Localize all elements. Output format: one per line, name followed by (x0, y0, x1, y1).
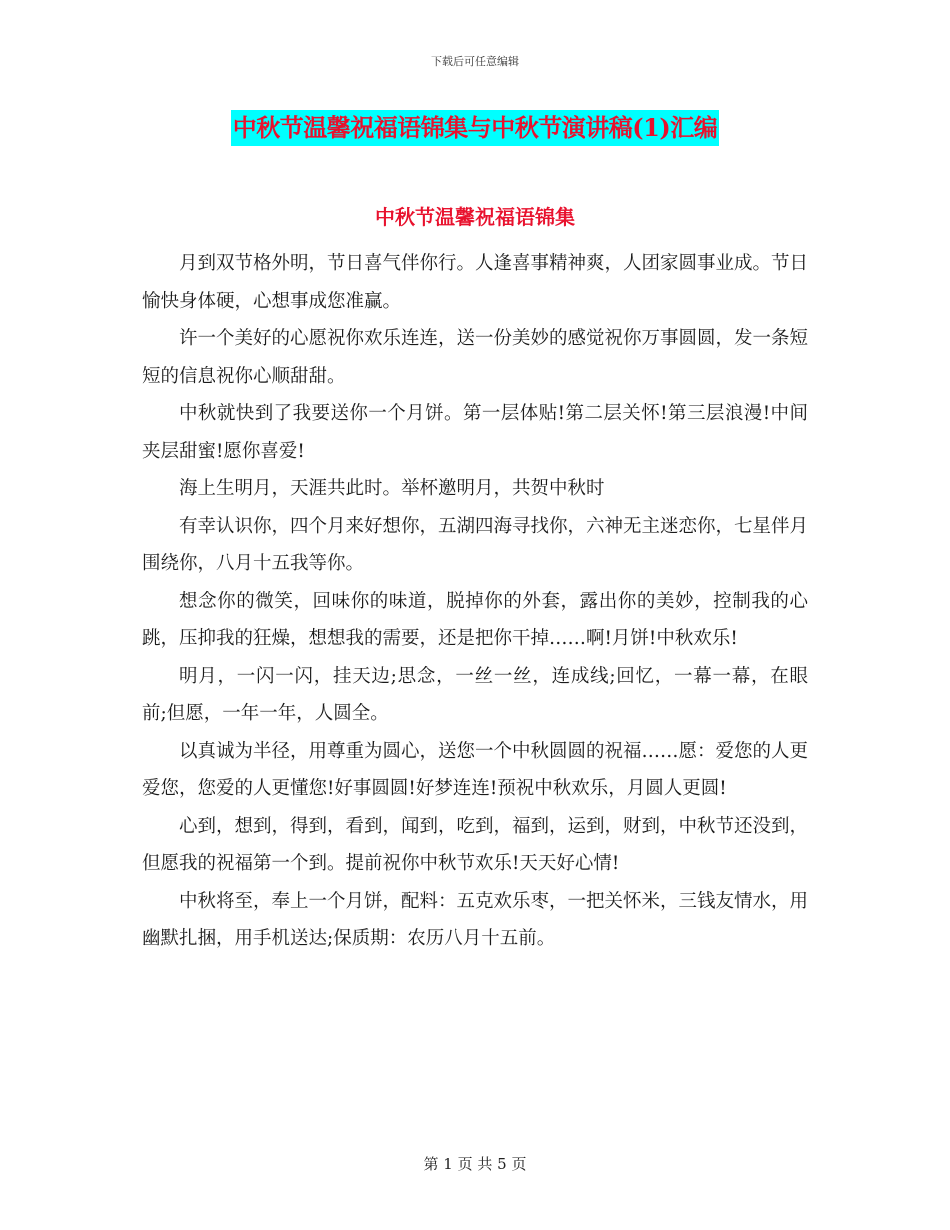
paragraph: 海上生明月，天涯共此时。举杯邀明月，共贺中秋时 (179, 478, 605, 499)
paragraph: 以真诚为半径，用尊重为圆心，送您一个中秋圆圆的祝福……愿：爱您的人更爱您，您爱的人更懂您!好事圆圆!好梦连连!预祝中秋欢乐，月圆人更圆! (142, 740, 809, 799)
paragraph: 有幸认识你，四个月来好想你，五湖四海寻找你，六神无主迷恋你，七星伴月围绕你，八月十五我等你。 (142, 515, 809, 574)
header-note: 下载后可任意编辑 (431, 55, 519, 68)
document-body (142, 245, 808, 958)
paragraph: 心到，想到，得到，看到，闻到，吃到，福到，运到，财到，中秋节还没到，但愿我的祝福第一个到。提前祝你中秋节欢乐!天天好心情! (142, 815, 809, 874)
paragraph: 明月，一闪一闪，挂天边;思念，一丝一丝，连成线;回忆，一幕一幕，在眼前;但愿，一年一年，人圆全。 (142, 665, 808, 724)
paragraph: 中秋将至，奉上一个月饼，配料：五克欢乐枣，一把关怀米，三钱友情水，用幽默扎捆，用手机送达;保质期：农历八月十五前。 (142, 890, 809, 949)
document-title-container (0, 110, 950, 146)
page-footer: 第 1 页 共 5 页 (423, 1155, 527, 1173)
section-title: 中秋节温馨祝福语锦集 (375, 205, 575, 229)
paragraph: 想念你的微笑，回味你的味道，脱掉你的外套，露出你的美妙，控制我的心跳，压抑我的狂燥，想想我的需要，还是把你干掉……啊!月饼!中秋欢乐! (142, 590, 808, 649)
paragraph: 许一个美好的心愿祝你欢乐连连，送一份美妙的感觉祝你万事圆圆，发一条短短的信息祝你心顺甜甜。 (142, 328, 809, 387)
paragraph: 月到双节格外明，节日喜气伴你行。人逢喜事精神爽，人团家圆事业成。节日愉快身体硬，心想事成您准赢。 (142, 253, 809, 312)
paragraph: 中秋就快到了我要送你一个月饼。第一层体贴!第二层关怀!第三层浪漫!中间夹层甜蜜!愿你喜爱! (142, 403, 808, 462)
document-title: 中秋节温馨祝福语锦集与中秋节演讲稿(1)汇编 (231, 110, 719, 146)
